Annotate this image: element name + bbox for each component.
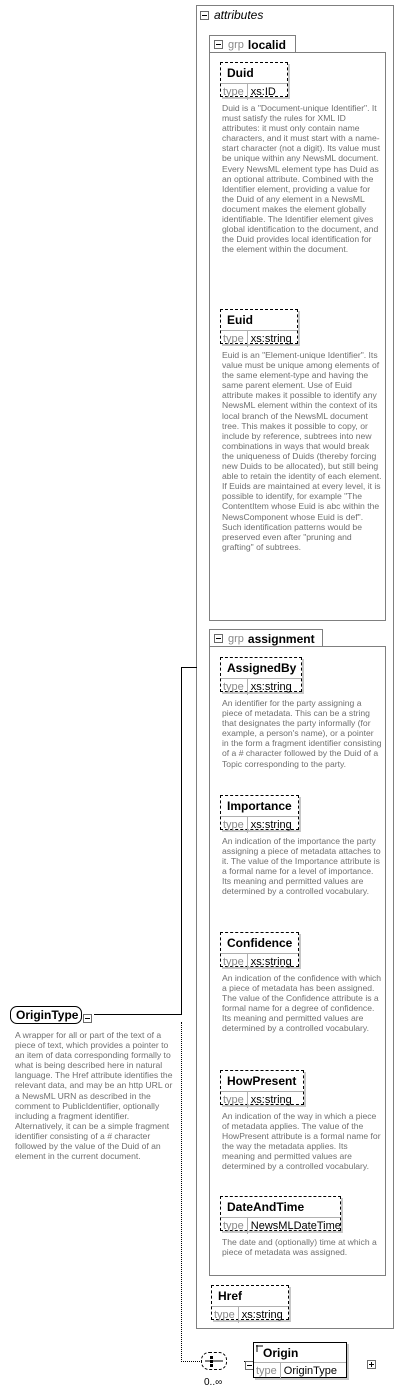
attribute-name: Confidence xyxy=(227,936,293,950)
attribute-howpresent[interactable] xyxy=(220,1070,304,1105)
attribute-type-line xyxy=(221,816,298,833)
attribute-type-line xyxy=(212,1306,288,1323)
attribute-name: Euid xyxy=(227,313,253,327)
attribute-name: Duid xyxy=(227,66,254,80)
type-keyword: type xyxy=(254,1363,281,1379)
attribute-documentation: The date and (optionally) time at which a piece of metadata was assigned. xyxy=(222,1237,377,1258)
type-keyword: type xyxy=(221,817,248,833)
type-keyword: type xyxy=(221,954,248,970)
type-value: xs:string xyxy=(241,1309,283,1321)
element-type-line xyxy=(254,1362,346,1379)
element-corner-icon xyxy=(256,1345,264,1353)
group-name: assignment xyxy=(247,631,315,646)
occurrence-label: 0..∞ xyxy=(204,1377,223,1388)
type-keyword: type xyxy=(221,679,248,695)
origin-element[interactable] xyxy=(253,1342,347,1378)
attribute-dateandtime[interactable] xyxy=(220,1196,341,1231)
attribute-name: DateAndTime xyxy=(227,1200,305,1214)
attribute-documentation: Euid is an "Element-unique Identifier". Its value must be unique among elements of the same element-type and having the same parent element. Use of Euid attribute makes it possible to identify any NewsML element within the context of its local branch of the NewsML document tree. This makes it possible to copy, or include by reference, subtrees into new combinations in ways that would break the uniqueness of Duids (thereby forcing new Duids to be allocated), but still being able to retain the identity of each element. If Euids are maintained at every level, it is possible to identify, for example "The ContentItem whose Euid is abc within the NewsComponent whose Euid is def". Such identification patterns would be preserved even after "pruning and grafting" of subtrees. xyxy=(222,350,382,552)
attribute-duid[interactable] xyxy=(220,62,288,97)
attribute-type-line xyxy=(221,678,301,695)
attribute-name: Importance xyxy=(227,799,292,813)
attribute-euid[interactable] xyxy=(220,309,298,344)
attribute-type-line xyxy=(221,330,297,347)
type-value: xs:string xyxy=(250,1094,292,1106)
type-value: xs:string xyxy=(250,956,292,968)
element-name: Origin xyxy=(263,1346,299,1360)
group-tab-assignment xyxy=(209,629,323,647)
type-value: xs:string xyxy=(250,333,292,345)
attribute-confidence[interactable] xyxy=(220,932,299,967)
attribute-type-line xyxy=(221,953,298,970)
attributes-title: attributes xyxy=(214,8,264,22)
expand-origin-icon[interactable] xyxy=(367,1360,376,1369)
type-keyword: type xyxy=(221,1218,248,1234)
element-name: OriginType xyxy=(16,1008,79,1022)
type-keyword: type xyxy=(221,1092,248,1108)
collapse-assignment-icon[interactable] xyxy=(214,634,223,643)
attribute-name: Href xyxy=(218,1289,243,1303)
collapse-attributes-icon[interactable] xyxy=(200,11,209,20)
attribute-type-line xyxy=(221,1217,340,1234)
attribute-href[interactable] xyxy=(211,1285,289,1320)
group-tab-localid xyxy=(209,35,296,53)
origintype-element[interactable] xyxy=(10,1006,82,1024)
type-value: OriginType xyxy=(283,1365,337,1377)
attribute-documentation: Duid is a "Document-unique Identifier". It must satisfy the rules for XML ID attributes: it must only contain name characters, and it must start with a name-start character (not a digit). Its value must be unique within any NewsML document. Every NewsML element type has Duid as an optional attribute. Combined with the Identifier element, providing a value for the Duid of any element in a NewsML document makes the element globally identifiable. The Identifier element gives global identification to the document, and the Duid provides local identification for the element within the document. xyxy=(222,103,381,255)
attribute-documentation: An indication of the importance the party assigning a piece of metadata attaches to it. The value of the Importance attribute is a formal name for a level of importance. Its meaning and permitted values are determined by a controlled vocabulary. xyxy=(222,836,381,897)
sequence-icon xyxy=(202,1353,226,1369)
attribute-name: HowPresent xyxy=(227,1074,297,1088)
group-keyword: grp xyxy=(228,632,244,645)
type-value: xs:ID xyxy=(250,86,276,98)
connector-line xyxy=(181,667,182,1015)
connector-line xyxy=(94,1014,182,1015)
connector-dotted-line xyxy=(181,1022,182,1362)
type-keyword: type xyxy=(221,84,248,100)
attribute-name: AssignedBy xyxy=(227,661,297,675)
type-value: xs:string xyxy=(250,681,292,693)
attribute-documentation: An indication of the way in which a piece of metadata applies. The value of the HowPresent attribute is a formal name for the way the metadata applies. Its meaning and permitted values are determined by a controlled vocabulary. xyxy=(222,1111,381,1172)
element-documentation: A wrapper for all or part of the text of a piece of text, which provides a pointer to an item of data corresponding formally to what is being described here in natural language. The Href attribute identifies the relevant data, and may be an http URL or a NewsML URN as described in the comment to PublicIdentifier, optionally including a fragment identifier. Alternatively, it can be a simple fragment identifier consisting of a # character followed by the value of the Duid of an element in the current document. xyxy=(15,1030,173,1162)
type-keyword: type xyxy=(212,1307,239,1323)
group-keyword: grp xyxy=(228,38,244,51)
group-name: localid xyxy=(247,37,286,52)
connector-line xyxy=(181,667,197,668)
collapse-localid-icon[interactable] xyxy=(214,40,223,49)
sequence-compositor[interactable] xyxy=(201,1352,227,1370)
collapse-origintype-icon[interactable] xyxy=(83,1014,92,1023)
connector-dotted-line xyxy=(181,1361,202,1362)
attribute-assignedby[interactable] xyxy=(220,657,302,692)
attribute-documentation: An indication of the confidence with which a piece of metadata has been assigned. The value of the Confidence attribute is a formal name for a degree of confidence. Its meaning and permitted values are determined by a controlled vocabulary. xyxy=(222,973,382,1034)
type-value: NewsMLDateTime xyxy=(250,1220,341,1232)
attribute-importance[interactable] xyxy=(220,795,299,830)
attributes-header xyxy=(200,6,269,24)
attribute-type-line xyxy=(221,1091,303,1108)
attribute-documentation: An identifier for the party assigning a piece of metadata. This can be a string that designates the party informally (for example, a person's name), or a pointer in the form a fragment identifier consisting of a # character followed by the Duid of a Topic corresponding to the party. xyxy=(222,698,382,769)
attribute-type-line xyxy=(221,83,287,100)
type-keyword: type xyxy=(221,331,248,347)
type-value: xs:string xyxy=(250,819,292,831)
